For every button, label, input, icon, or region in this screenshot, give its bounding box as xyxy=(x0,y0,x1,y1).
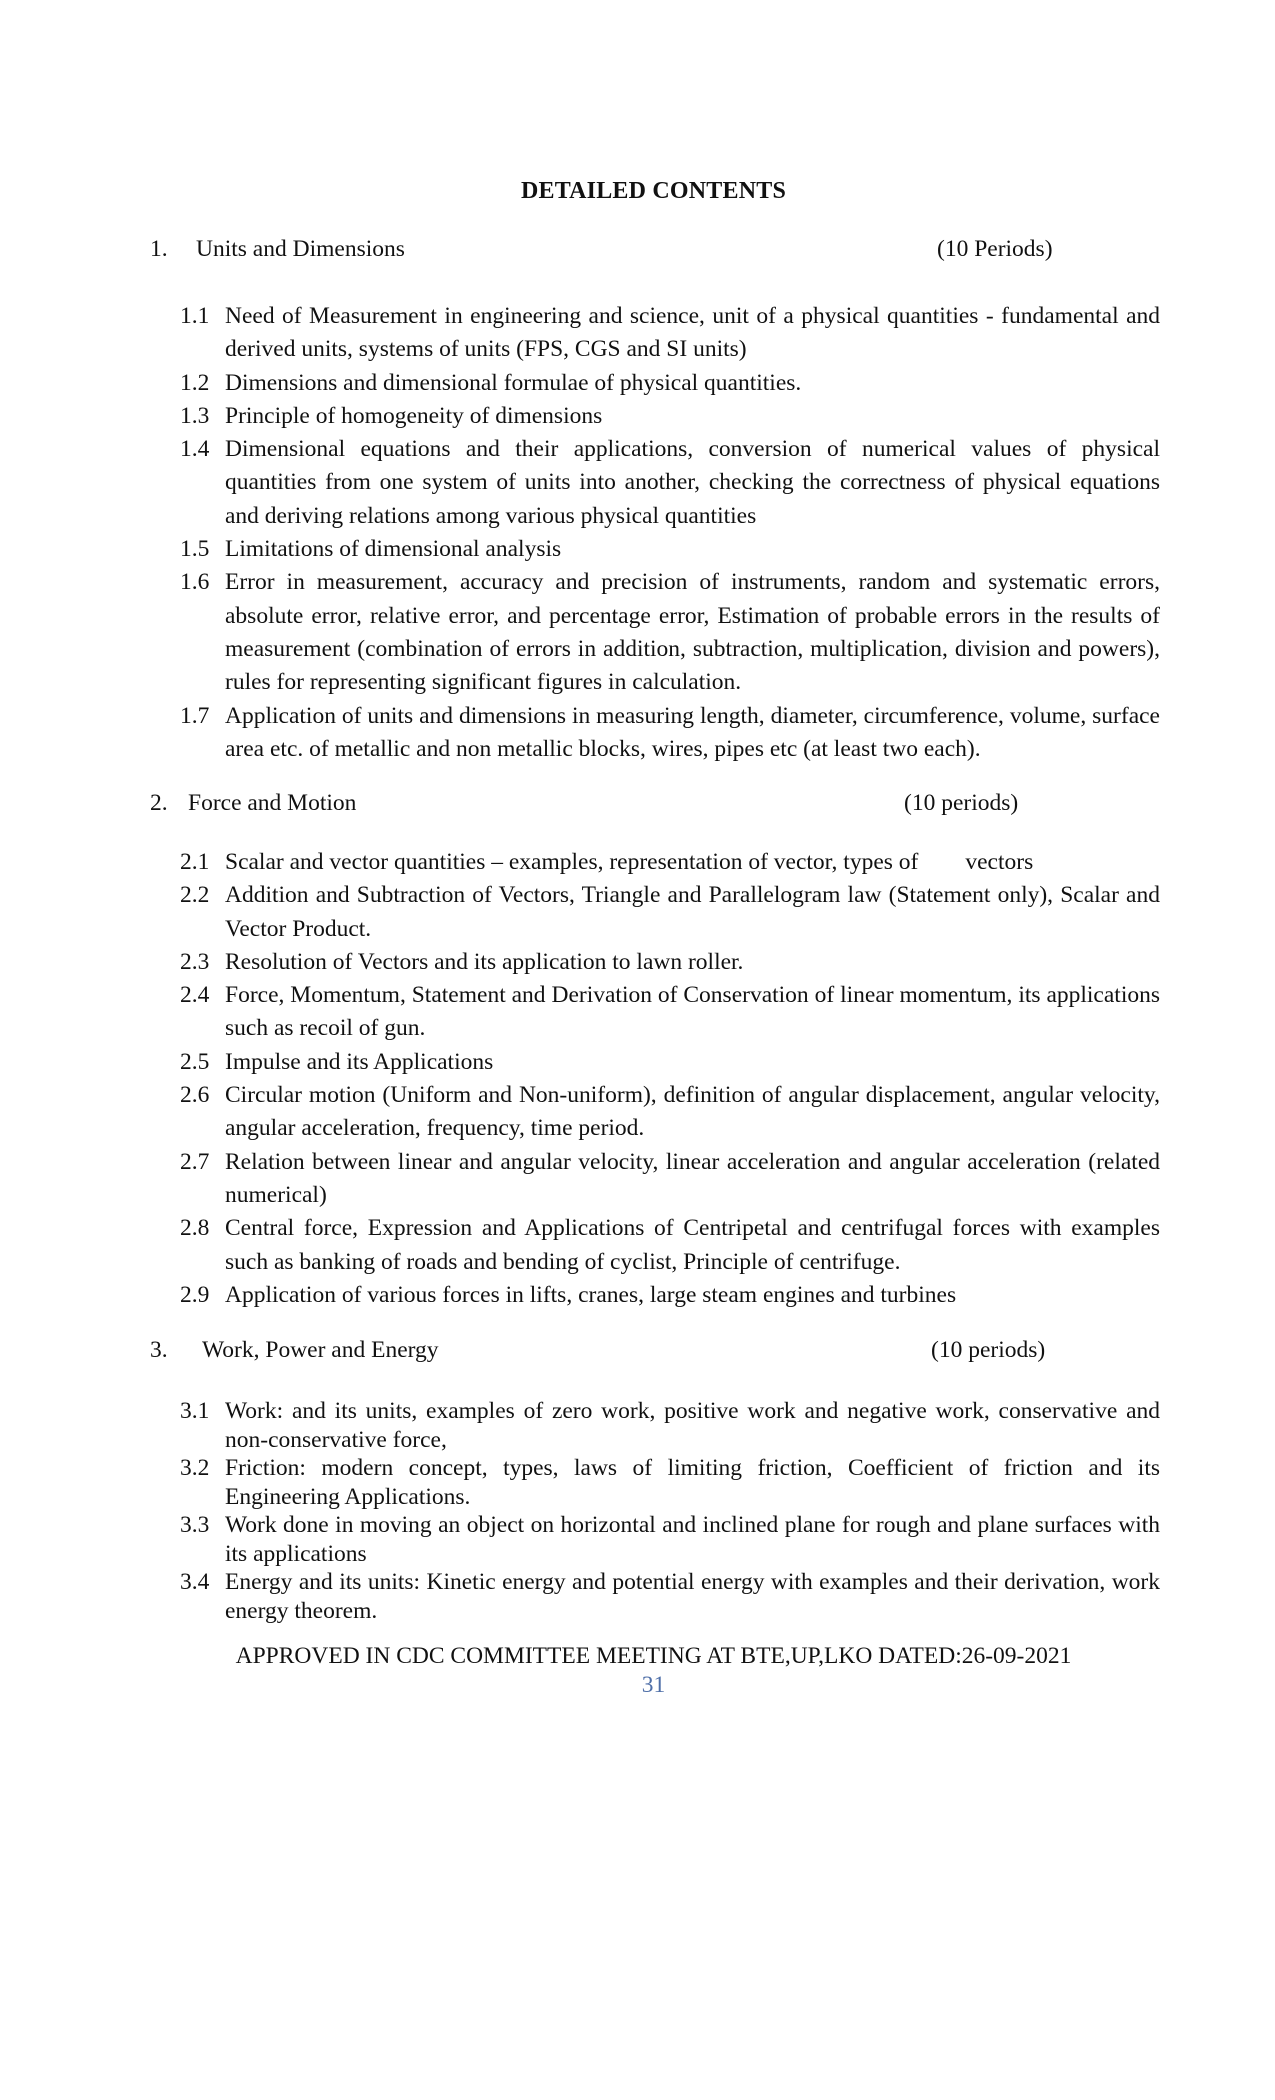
list-item xyxy=(180,367,1160,400)
item-text: Dimensions and dimensional formulae of physical quantities. xyxy=(225,369,802,396)
item-text: Principle of homogeneity of dimensions xyxy=(225,402,603,429)
item-number: 1.1 xyxy=(180,303,210,329)
list-item xyxy=(180,1212,1160,1279)
list-item xyxy=(180,400,1160,433)
item-number: 2.9 xyxy=(180,1281,210,1308)
list-item xyxy=(180,1454,1160,1511)
section-periods: (10 periods) xyxy=(931,1337,1046,1363)
item-number: 3.1 xyxy=(180,1398,210,1424)
list-item xyxy=(180,946,1160,979)
approval-footer: APPROVED IN CDC COMMITTEE MEETING AT BTE,UP,LKO DATED:26-09-2021 xyxy=(235,1643,1072,1669)
item-number: 3.2 xyxy=(180,1455,210,1481)
item-number: 1.6 xyxy=(180,569,210,596)
list-item xyxy=(180,700,1160,767)
item-text: Dimensional equations and their applications, conversion of numerical values of physical quantities from one system of units into another, checking the correctness of physical equations and deriving relations among various physical quantities xyxy=(225,436,1160,529)
section-items-units-dimensions xyxy=(180,300,1160,766)
section-header-force-motion xyxy=(150,790,1150,822)
item-number: 2.2 xyxy=(180,882,210,909)
list-item xyxy=(180,300,1160,367)
item-text: Work: and its units, examples of zero work, positive work and negative work, conservative and non-conservative force, xyxy=(225,1398,1160,1453)
item-number: 1.2 xyxy=(180,369,210,396)
item-text: Relation between linear and angular velocity, linear acceleration and angular acceleration (related numerical) xyxy=(225,1148,1160,1208)
item-text: Central force, Expression and Applications of Centripetal and centrifugal forces with examples such as banking of roads and bending of cyclist, Principle of centrifuge. xyxy=(225,1215,1160,1275)
list-item xyxy=(180,979,1160,1046)
item-number: 1.7 xyxy=(180,702,210,729)
section-items-force-motion xyxy=(180,846,1160,1312)
item-number: 2.7 xyxy=(180,1148,210,1175)
section-periods: (10 periods) xyxy=(904,790,1019,816)
item-text: Energy and its units: Kinetic energy and potential energy with examples and their derivation, work energy theorem. xyxy=(225,1569,1160,1624)
item-text: Need of Measurement in engineering and science, unit of a physical quantities - fundamental and derived units, systems of units (FPS, CGS and SI units) xyxy=(225,303,1160,363)
list-item xyxy=(180,433,1160,533)
item-number: 2.5 xyxy=(180,1048,210,1075)
item-text: Work done in moving an object on horizontal and inclined plane for rough and plane surfaces with its applications xyxy=(225,1512,1160,1567)
item-text: Circular motion (Uniform and Non-uniform), definition of angular displacement, angular velocity, angular acceleration, frequency, time period. xyxy=(225,1082,1160,1142)
page-heading: DETAILED CONTENTS xyxy=(520,178,787,204)
list-item xyxy=(180,879,1160,946)
item-text: Addition and Subtraction of Vectors, Triangle and Parallelogram law (Statement only), Scalar and Vector Product. xyxy=(225,882,1160,942)
item-text: Limitations of dimensional analysis xyxy=(225,536,562,563)
item-number: 1.5 xyxy=(180,536,210,563)
page-number: 31 xyxy=(641,1672,666,1698)
item-text: Application of various forces in lifts, cranes, large steam engines and turbines xyxy=(225,1281,957,1308)
item-number: 1.3 xyxy=(180,402,210,429)
section-periods: (10 Periods) xyxy=(937,236,1053,262)
section-title: Force and Motion xyxy=(188,790,357,816)
item-number: 1.4 xyxy=(180,436,210,463)
item-text: Resolution of Vectors and its application to lawn roller. xyxy=(225,948,744,975)
item-number: 2.4 xyxy=(180,982,210,1009)
list-item xyxy=(180,1279,1160,1312)
section-number: 1. xyxy=(150,236,168,262)
item-text: Application of units and dimensions in measuring length, diameter, circumference, volume, surface area etc. of metallic and non metallic blocks, wires, pipes etc (at least two each). xyxy=(225,702,1160,762)
section-title: Work, Power and Energy xyxy=(202,1337,439,1363)
list-item xyxy=(180,1146,1160,1213)
list-item xyxy=(180,566,1160,699)
section-items-work-power-energy xyxy=(180,1397,1160,1625)
item-number: 2.3 xyxy=(180,948,210,975)
list-item xyxy=(180,533,1160,566)
list-item xyxy=(180,1046,1160,1079)
item-number: 3.4 xyxy=(180,1569,210,1595)
list-item xyxy=(180,1397,1160,1454)
item-number: 3.3 xyxy=(180,1512,210,1538)
item-text: Impulse and its Applications xyxy=(225,1048,494,1075)
section-header-work-power-energy xyxy=(150,1337,1150,1369)
item-number: 2.6 xyxy=(180,1082,210,1109)
section-title: Units and Dimensions xyxy=(196,236,405,262)
item-text: Friction: modern concept, types, laws of limiting friction, Coefficient of friction and its Engineering Applications. xyxy=(225,1455,1160,1510)
item-text: Error in measurement, accuracy and precision of instruments, random and systematic errors, absolute error, relative error, and percentage error, Estimation of probable errors in the results of measurement (combination of errors in addition, subtraction, multiplication, division and powers), rules for representing significant figures in calculation. xyxy=(225,569,1160,696)
section-number: 3. xyxy=(150,1337,168,1363)
list-item xyxy=(180,846,1160,879)
section-number: 2. xyxy=(150,790,168,816)
item-number: 2.1 xyxy=(180,849,210,875)
item-text: Scalar and vector quantities – examples, representation of vector, types of vectors xyxy=(225,849,1034,875)
list-item xyxy=(180,1511,1160,1568)
item-text: Force, Momentum, Statement and Derivation of Conservation of linear momentum, its applications such as recoil of gun. xyxy=(225,982,1160,1042)
section-header-units-dimensions xyxy=(150,236,1150,268)
list-item xyxy=(180,1568,1160,1625)
list-item xyxy=(180,1079,1160,1146)
item-number: 2.8 xyxy=(180,1215,210,1242)
